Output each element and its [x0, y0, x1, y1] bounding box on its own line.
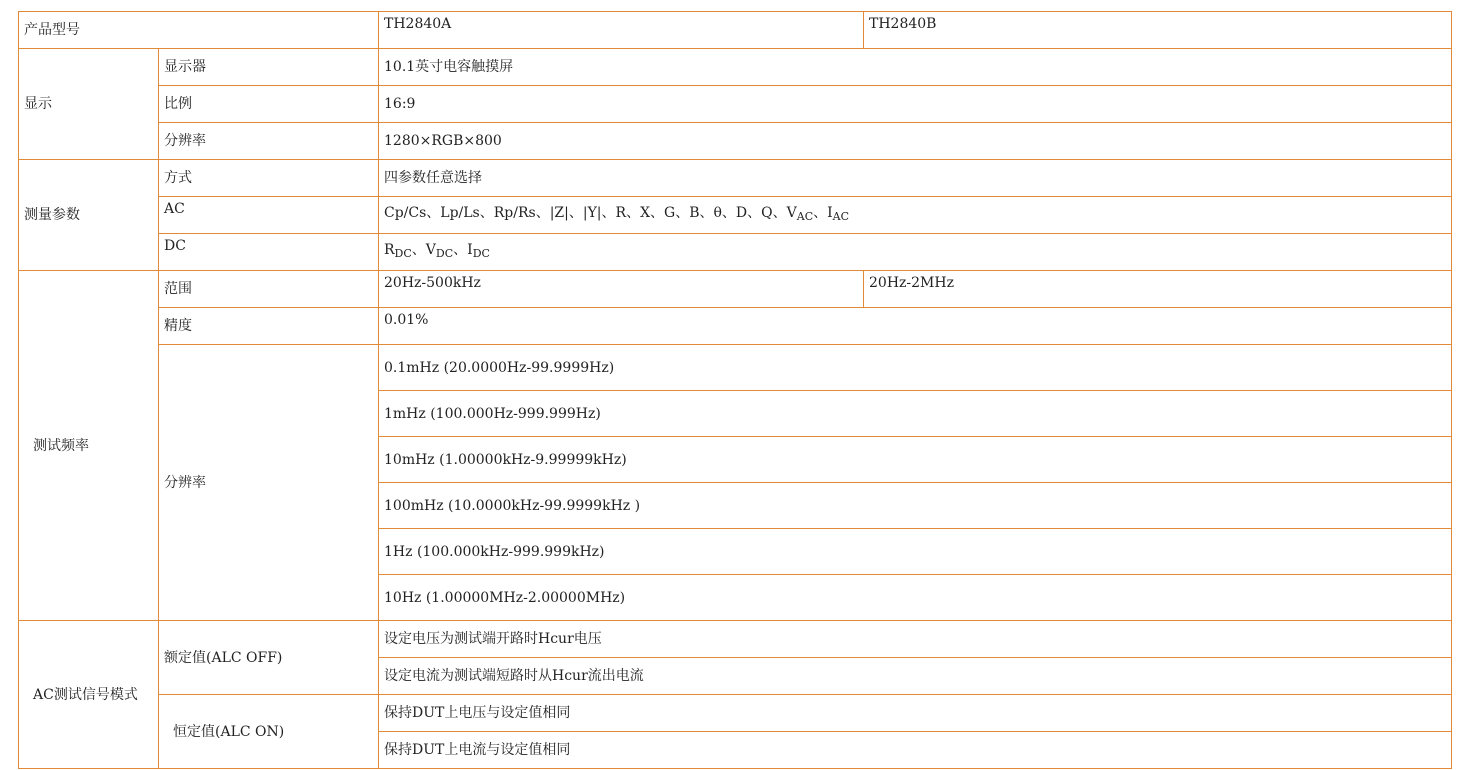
display-ratio-value: 16:9	[379, 86, 1452, 123]
display-resolution-label: 分辨率	[159, 123, 379, 160]
freq-resolution-row: 0.1mHz (20.0000Hz-99.9999Hz)	[379, 345, 1452, 391]
freq-accuracy-label: 精度	[159, 308, 379, 345]
params-dc-v: 、V	[411, 242, 436, 258]
signal-const-label: 恒定值(ALC ON)	[159, 695, 379, 769]
params-dc-i-sub: DC	[472, 247, 490, 260]
params-method-label: 方式	[159, 160, 379, 197]
params-ac-sub-v: AC	[796, 210, 814, 223]
signal-group-label: AC测试信号模式	[19, 621, 159, 769]
model-b: TH2840B	[864, 12, 1452, 49]
spec-table	[18, 11, 1452, 769]
params-dc-i: 、I	[453, 242, 473, 258]
signal-const-current: 保持DUT上电流与设定值相同	[379, 732, 1452, 769]
params-dc-r: R	[384, 242, 395, 258]
params-dc-value	[379, 234, 1452, 271]
freq-range-label: 范围	[159, 271, 379, 308]
params-ac-label: AC	[159, 197, 379, 234]
display-group-label: 显示	[19, 49, 159, 160]
header-row	[19, 12, 1452, 49]
freq-accuracy-value: 0.01%	[379, 308, 1452, 345]
freq-resolution-label: 分辨率	[159, 345, 379, 621]
model-a: TH2840A	[379, 12, 864, 49]
params-ac-mid: 、I	[813, 205, 833, 221]
signal-rated-voltage: 设定电压为测试端开路时Hcur电压	[379, 621, 1452, 658]
freq-group-label: 测试频率	[19, 271, 159, 621]
params-ac-main: Cp/Cs、Lp/Ls、Rp/Rs、|Z|、|Y|、R、X、G、B、θ、D、Q、V	[384, 205, 797, 221]
display-screen-label: 显示器	[159, 49, 379, 86]
params-dc-v-sub: DC	[435, 247, 454, 260]
display-screen-value: 10.1英寸电容触摸屏	[379, 49, 1452, 86]
params-ac-sub-i: AC	[832, 210, 850, 223]
params-method-value: 四参数任意选择	[379, 160, 1452, 197]
params-dc-label: DC	[159, 234, 379, 271]
freq-range-a: 20Hz-500kHz	[379, 271, 864, 308]
signal-rated-label: 额定值(ALC OFF)	[159, 621, 379, 695]
freq-resolution-row: 10mHz (1.00000kHz-9.99999kHz)	[379, 437, 1452, 483]
signal-const-voltage: 保持DUT上电压与设定值相同	[379, 695, 1452, 732]
freq-resolution-row: 100mHz (10.0000kHz-99.9999kHz )	[379, 483, 1452, 529]
params-group-label: 测量参数	[19, 160, 159, 271]
model-label: 产品型号	[19, 12, 379, 49]
freq-range-b: 20Hz-2MHz	[864, 271, 1452, 308]
params-ac-value	[379, 197, 1452, 234]
freq-resolution-row: 1mHz (100.000Hz-999.999Hz)	[379, 391, 1452, 437]
signal-rated-current: 设定电流为测试端短路时从Hcur流出电流	[379, 658, 1452, 695]
display-ratio-label: 比例	[159, 86, 379, 123]
freq-resolution-row: 10Hz (1.00000MHz-2.00000MHz)	[379, 575, 1452, 621]
freq-resolution-row: 1Hz (100.000kHz-999.999kHz)	[379, 529, 1452, 575]
params-dc-r-sub: DC	[394, 247, 412, 260]
display-resolution-value: 1280×RGB×800	[379, 123, 1452, 160]
